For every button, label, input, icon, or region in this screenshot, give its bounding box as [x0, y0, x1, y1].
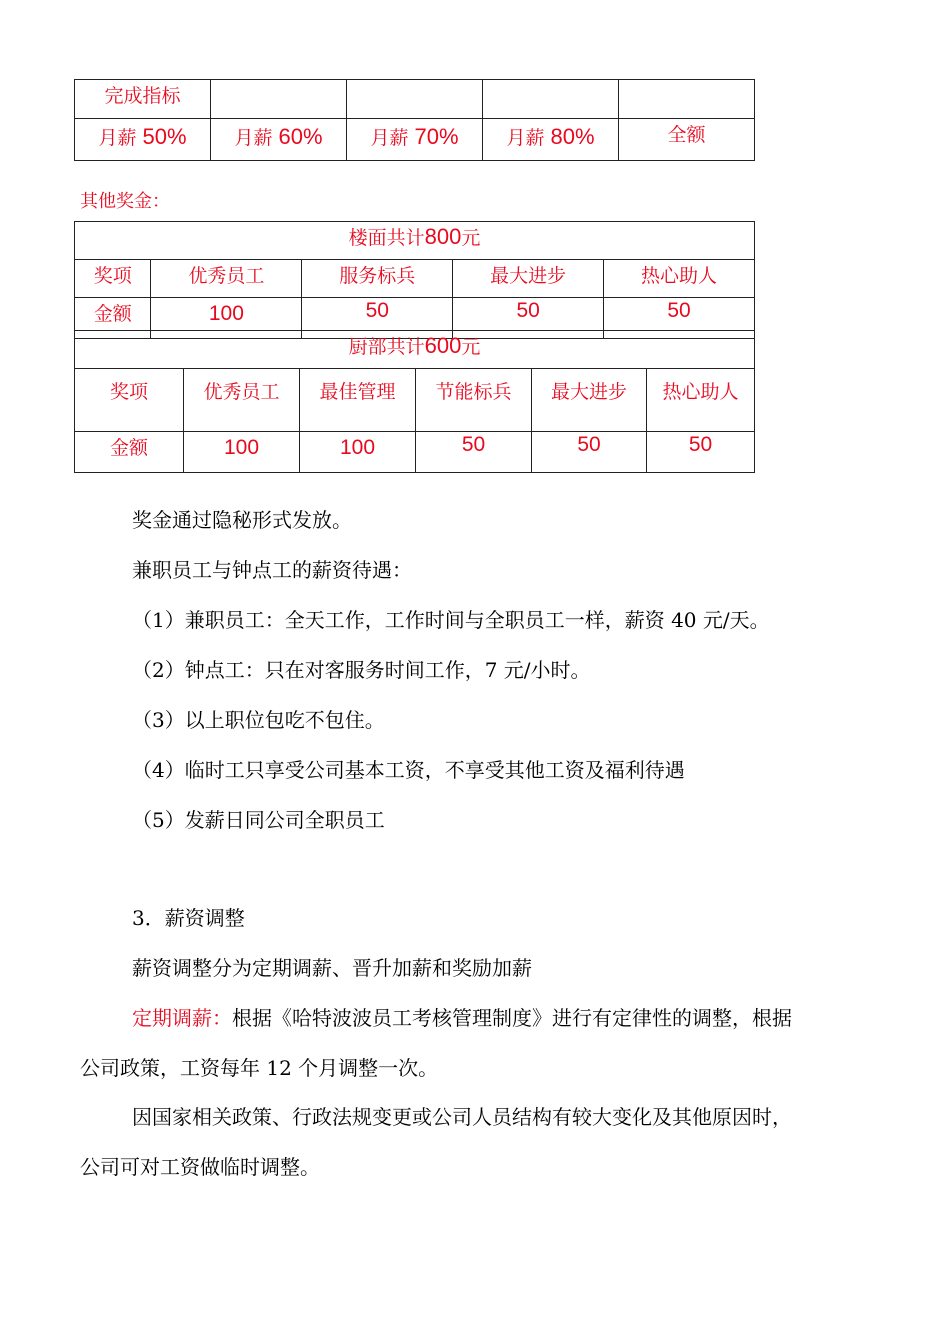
kitchen-amount: [184, 432, 300, 473]
kitchen-bonus-table: [74, 330, 755, 473]
floor-title-prefix: 楼面共计: [348, 227, 425, 249]
salary-cell: [75, 119, 211, 161]
completion-table: [74, 79, 755, 161]
salary-cell: [483, 119, 619, 161]
kitchen-header: 节能标兵: [416, 369, 532, 432]
kitchen-header: 优秀员工: [184, 369, 300, 432]
kitchen-amount: [532, 432, 647, 473]
kitchen-amount-value: 100: [339, 436, 376, 459]
empty-cell: [483, 80, 619, 119]
floor-amount-label: 金额: [75, 298, 151, 339]
floor-title-suffix: 元: [461, 227, 481, 249]
floor-title-amount: 800: [424, 224, 462, 249]
paragraph-regular-adjustment: [132, 1003, 792, 1033]
floor-header: 最大进步: [453, 260, 604, 298]
salary-percent: 70%: [414, 124, 459, 149]
kitchen-header: 最佳管理: [300, 369, 416, 432]
floor-header: 热心助人: [604, 260, 755, 298]
kitchen-title-amount: 600: [424, 333, 462, 358]
paragraph-regular-adjustment-cont: 公司政策，工资每年 12 个月调整一次。: [80, 1056, 439, 1080]
kitchen-header: 奖项: [75, 369, 184, 432]
floor-amount-value: 50: [516, 299, 540, 322]
salary-label: 月薪: [234, 127, 273, 149]
floor-title: [75, 222, 755, 260]
floor-bonus-table: [74, 221, 755, 339]
kitchen-amount: [416, 432, 532, 473]
floor-header: 服务标兵: [302, 260, 453, 298]
salary-label: 全额: [667, 124, 706, 146]
section-salary-adjustment: 3．薪资调整: [132, 906, 245, 930]
kitchen-amount-value: 50: [688, 433, 713, 456]
regular-adjustment-text: 根据《哈特波波员工考核管理制度》进行有定律性的调整，根据: [232, 1006, 792, 1030]
kitchen-title-prefix: 厨部共计: [348, 336, 425, 358]
salary-percent: 80%: [550, 124, 595, 149]
floor-amount-value: 50: [667, 299, 691, 322]
kitchen-amount-value: 100: [223, 436, 260, 459]
floor-amount-value: 100: [208, 302, 244, 325]
salary-label: 月薪: [98, 127, 137, 149]
list-item-payday: （5）发薪日同公司全职员工: [132, 808, 385, 832]
salary-percent: 50%: [142, 124, 187, 149]
kitchen-amount-value: 50: [461, 433, 486, 456]
list-item-parttime: （1）兼职员工：全天工作，工作时间与全职员工一样，薪资 40 元/天。: [132, 608, 770, 632]
kitchen-title-suffix: 元: [461, 336, 481, 358]
paragraph-temporary-adjustment-cont: 公司可对工资做临时调整。: [80, 1155, 320, 1179]
salary-label: 月薪: [506, 127, 545, 149]
list-item-temporary: （4）临时工只享受公司基本工资，不享受其他工资及福利待遇: [132, 758, 685, 782]
paragraph-parttime-heading: 兼职员工与钟点工的薪资待遇：: [132, 558, 412, 582]
salary-cell: [347, 119, 483, 161]
kitchen-title: [75, 331, 755, 369]
empty-cell: [211, 80, 347, 119]
kitchen-header: 最大进步: [532, 369, 647, 432]
kitchen-amount: [647, 432, 755, 473]
completion-label: 完成指标: [75, 80, 211, 119]
empty-cell: [347, 80, 483, 119]
kitchen-amount-label: 金额: [75, 432, 184, 473]
paragraph-bonus-method: 奖金通过隐秘形式发放。: [132, 508, 352, 532]
list-item-meals: （3）以上职位包吃不包住。: [132, 708, 385, 732]
salary-percent: 60%: [278, 124, 323, 149]
salary-cell: [619, 119, 755, 161]
list-item-hourly: （2）钟点工：只在对客服务时间工作，7 元/小时。: [132, 658, 591, 682]
floor-amount-value: 50: [365, 299, 389, 322]
kitchen-amount: [300, 432, 416, 473]
regular-adjustment-label: 定期调薪：: [132, 1006, 232, 1030]
salary-label: 月薪: [370, 127, 409, 149]
paragraph-adjustment-types: 薪资调整分为定期调薪、晋升加薪和奖励加薪: [132, 956, 532, 980]
floor-header: 奖项: [75, 260, 151, 298]
kitchen-header: 热心助人: [647, 369, 755, 432]
empty-cell: [619, 80, 755, 119]
salary-cell: [211, 119, 347, 161]
other-bonus-heading: 其他奖金：: [80, 191, 170, 212]
paragraph-temporary-adjustment: 因国家相关政策、行政法规变更或公司人员结构有较大变化及其他原因时，: [132, 1105, 792, 1129]
kitchen-amount-value: 50: [577, 433, 601, 456]
floor-header: 优秀员工: [151, 260, 302, 298]
